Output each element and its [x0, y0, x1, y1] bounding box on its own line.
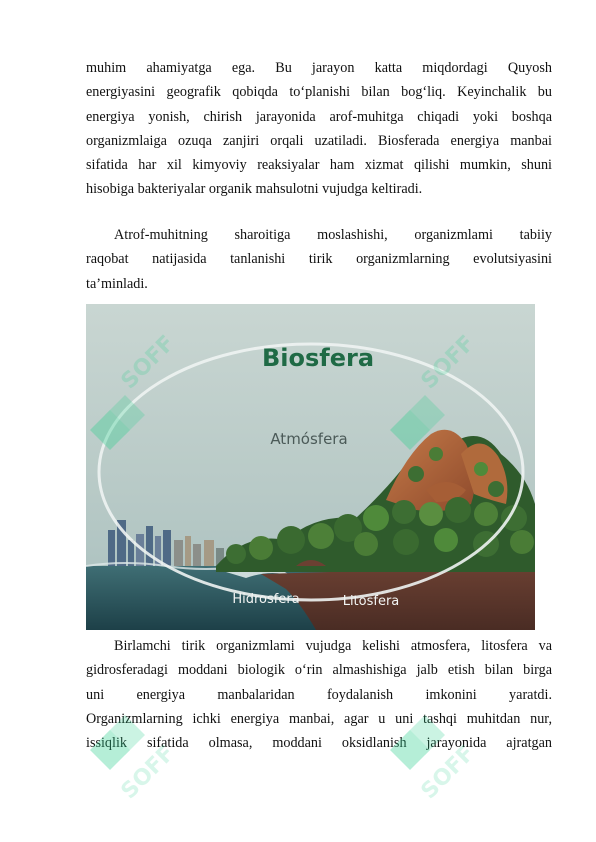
lithosphere-label: Litosfera — [342, 594, 400, 609]
paragraph-3 — [86, 634, 552, 755]
text-line: ta’minladi. — [86, 275, 148, 292]
hydrosphere-label: Hidrosfera — [232, 592, 300, 607]
figure-title: Biosfera — [261, 344, 375, 372]
text-line: Atrof-muhitning sharoitiga moslashishi, organizmlami tabiiy — [114, 227, 552, 243]
text-line: issiqlik sifatida olmasa, moddani oksidlanish jarayonida ajratgan — [86, 735, 552, 752]
text-line: muhim ahamiyatga ega. Bu jarayon katta miqdordagi Quyosh — [86, 60, 552, 76]
text-line: hisobiga bakteriyalar organik mahsulotni vujudga keltiradi. — [86, 181, 423, 198]
text-line: uni energiya manbalaridan foydalanish imkonini yaratdi. — [86, 686, 552, 703]
text-line: raqobat natijasida tanlanishi tirik organizmlarning evolutsiyasini — [86, 251, 552, 268]
text-line: Organizmlarning ichki energiya manbai, agar u uni tashqi muhitdan nur, — [86, 710, 552, 727]
svg-text:SOFF: SOFF — [116, 330, 180, 395]
biosphere-illustration — [86, 304, 535, 630]
svg-text:SOFF: SOFF — [416, 740, 480, 805]
svg-text:SOFF: SOFF — [116, 740, 180, 805]
paragraph-2 — [86, 223, 552, 296]
atmosphere-label: Atmósfera — [270, 430, 348, 448]
text-line: energiyasini geografik qobiqda to‘planishi bilan bog‘liq. Keyinchalik bu — [86, 84, 552, 101]
paragraph-1 — [86, 56, 552, 202]
text-line: gidrosferadagi moddani biologik o‘rin almashishiga jalb etish bilan birga — [86, 662, 552, 679]
text-line: Birlamchi tirik organizmlami vujudga kelishi atmosfera, litosfera va — [114, 638, 552, 654]
text-line: sifatida har xil kimyoviy reaksiyalar ham xizmat qilishi mumkin, shuni — [86, 157, 552, 174]
text-line: energiya yonish, chirish jarayonida arof-muhitga chiqadi yoki boshqa — [86, 108, 552, 125]
svg-text:SOFF: SOFF — [416, 330, 480, 395]
text-line: organizmlaiga ozuqa zanjiri orqali uzatiladi. Biosferada energiya manbai — [86, 132, 552, 149]
